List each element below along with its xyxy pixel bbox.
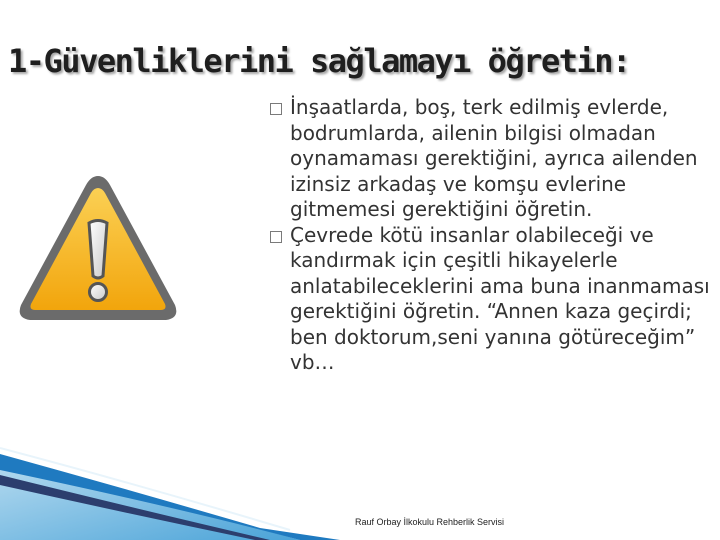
slide-title: 1-Güvenliklerini sağlamayı öğretin: — [8, 42, 630, 80]
warning-icon — [13, 168, 183, 328]
bullet-text: Çevrede kötü insanlar olabileceği ve kandırmak için çeşitli hikayelerle anlatabileceklerini ama buna inanmaması gerektiğini öğretin. “Annen kaza geçirdi; ben doktorum,seni yanına götüreceğim” vb… — [290, 222, 710, 374]
corner-wave-decoration — [0, 430, 360, 540]
bullet-text: İnşaatlarda, boş, terk edilmiş evlerde, bodrumlarda, ailenin bilgisi olmadan oynamaması gerektiğini, ayrıca ailenden izinsiz arkadaş ve komşu evlerine gitmemesi gerektiğini öğretin. — [290, 95, 698, 221]
list-item — [270, 95, 715, 223]
bullet-list — [270, 95, 715, 376]
bullet-square-icon — [270, 103, 282, 115]
bullet-square-icon — [270, 231, 282, 243]
list-item — [270, 223, 715, 376]
footer-text: Rauf Orbay İlkokulu Rehberlik Servisi — [355, 517, 505, 527]
